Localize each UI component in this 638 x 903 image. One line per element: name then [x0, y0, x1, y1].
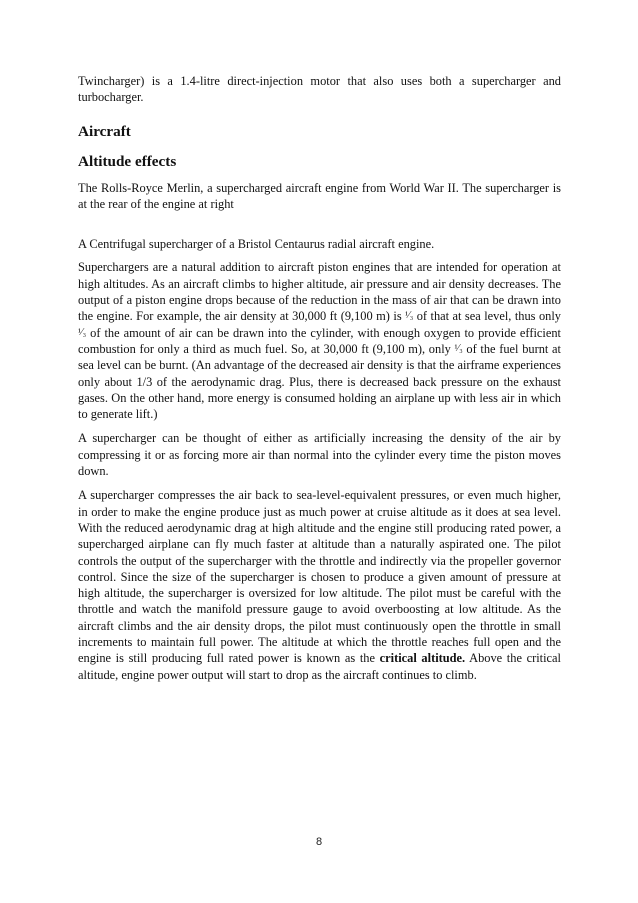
paragraph-text: of the fuel burnt at sea level can be burnt. (An advantage of the decreased air density is that the airframe experiences only about 1/3 of the aerodynamic drag. Plus, there is decreased back pressure on the exhaust gases. On the other hand, more energy is consumed holding an airplane up with less air in which to generate lift.)	[78, 341, 561, 422]
caption-centaurus: A Centrifugal supercharger of a Bristol Centaurus radial aircraft engine.	[78, 237, 435, 252]
section-heading-aircraft: Aircraft	[78, 122, 131, 140]
fraction-one-third: ¹⁄₃	[454, 342, 463, 354]
critical-altitude-term: critical altitude.	[379, 651, 466, 666]
fraction-one-third: ¹⁄₃	[78, 326, 87, 338]
paragraph-text: Above the critical altitude, engine power output will start to drop as the aircraft continues to climb.	[78, 651, 561, 682]
paragraph-text: of the amount of air can be drawn into the cylinder, with enough oxygen to provide efficient combustion for only a third as much fuel. So, at 30,000 ft (9,100 m), only	[78, 325, 561, 356]
paragraph-text: Superchargers are a natural addition to aircraft piston engines that are intended for operation at high altitudes. As an aircraft climbs to higher altitude, air pressure and air density decreases. The output of a piston engine drops because of the reduction in the mass of air that can be drawn into the engine. For example, the air density at 30,000 ft (9,100 m) is	[78, 260, 561, 324]
fraction-one-third: ¹⁄₃	[405, 310, 414, 322]
caption-merlin: The Rolls-Royce Merlin, a supercharged aircraft engine from World War II. The supercharger is at the rear of the engine at right	[78, 180, 561, 211]
document-page	[78, 73, 561, 683]
paragraph-text: A supercharger compresses the air back to sea-level-equivalent pressures, or even much higher, in order to make the engine produce just as much power at cruise altitude as it does at sea level. With the reduced aerodynamic drag at high altitude and the engine still producing rated power, a supercharged airplane can fly much faster at altitude than a naturally aspirated one. The pilot controls the output of the supercharger with the throttle and indirectly via the propeller governor control. Since the size of the supercharger is chosen to produce a given amount of pressure at high altitude, the supercharger is oversized for low altitude. The pilot must be careful with the throttle and watch the manifold pressure gauge to avoid overboosting at low altitude. As the aircraft climbs and the air density drops, the pilot must continuously open the throttle in small increments to maintain full power. The altitude at which the throttle reaches full open and the engine is still producing full rated power is known as the	[78, 488, 561, 666]
paragraph-text: of that at sea level, thus only	[413, 309, 561, 324]
subsection-heading-altitude-effects: Altitude effects	[78, 152, 177, 170]
paragraph-altitude-density	[78, 259, 561, 422]
paragraph-supercharger-definition: A supercharger can be thought of either as artificially increasing the density of the air by compressing it or as forcing more air than normal into the cylinder every time the piston moves down.	[78, 431, 561, 479]
page-number: 8	[315, 836, 323, 848]
paragraph-critical-altitude	[78, 487, 561, 683]
intro-paragraph: Twincharger) is a 1.4-litre direct-injection motor that also uses both a supercharger and turbocharger.	[78, 74, 561, 105]
